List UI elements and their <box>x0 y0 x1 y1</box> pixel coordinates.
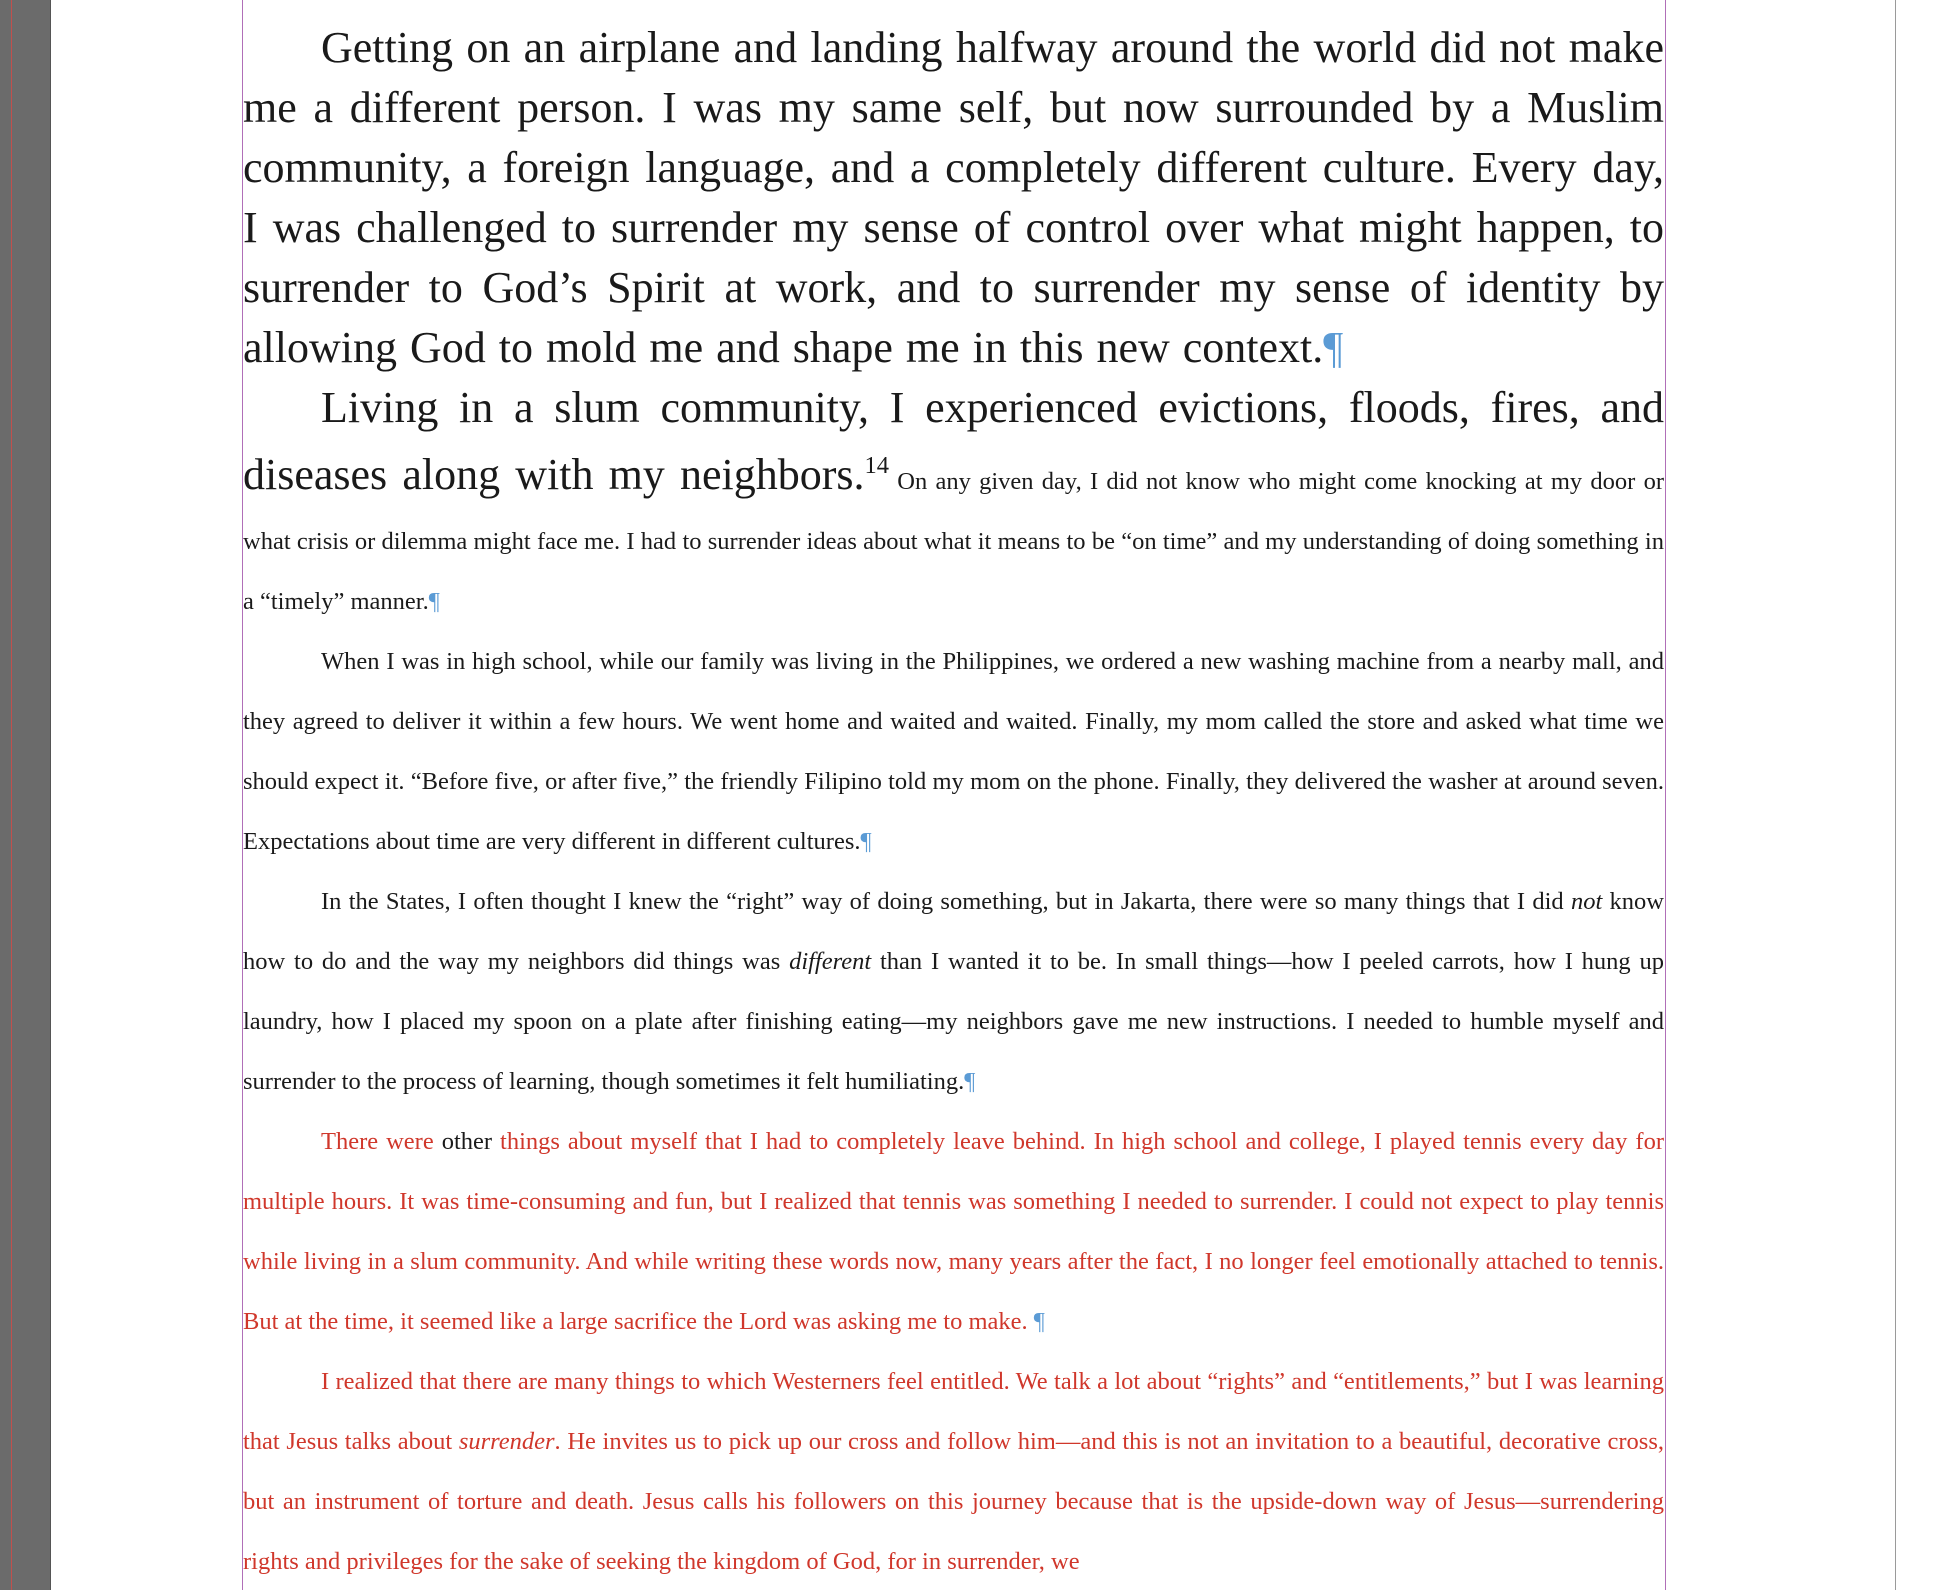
paragraph-6 <box>243 1352 1664 1592</box>
bleed-guide <box>11 0 12 1590</box>
paragraph-4-text-a: In the States, I often thought I knew the “right” way of doing something, but in Jakarta, there were so many things that I did <box>321 888 1571 915</box>
paragraph-4 <box>243 872 1664 1112</box>
paragraph-2 <box>243 378 1664 632</box>
paragraph-6-text-b: . He invites us to pick up our cross and follow him—and this is not an invitation to a beautiful, decorative cross, but an instrument of torture and death. Jesus calls his followers on this journey because that is the upside-down way of Jesus—surrendering rights and privileges for the sake of seeking the kingdom of God, for in surrender, we <box>243 1428 1664 1575</box>
paragraph-4-text-c: than I wanted it to be. In small things—how I peeled carrots, how I hung up laundry, how I placed my spoon on a plate after finishing eating—my neighbors gave me new instructions. I needed to humble myself and surrender to the process of learning, though sometimes it felt humiliating. <box>243 948 1664 1095</box>
paragraph-1 <box>243 18 1664 378</box>
right-margin-guide <box>1665 0 1666 1590</box>
paragraph-5 <box>243 1112 1664 1352</box>
pilcrow-mark: ¶ <box>428 588 440 615</box>
paragraph-5-text-a: There were <box>321 1128 442 1155</box>
pilcrow-mark: ¶ <box>1323 323 1344 372</box>
paragraph-3 <box>243 632 1664 872</box>
paragraph-1-text: Getting on an airplane and landing halfway around the world did not make me a different person. I was my same self, but now surrounded by a Muslim community, a foreign language, and a completely different culture. Every day, I was challenged to surrender my sense of control over what might happen, to surrender to God’s Spirit at work, and to surrender my sense of identity by allowing God to mold me and shape me in this new context. <box>243 23 1664 372</box>
paragraph-2-large-text: Living in a slum community, I experienced evictions, floods, fires, and diseases along with my neighbors. <box>243 383 1664 499</box>
pasteboard <box>0 0 50 1590</box>
text-frame[interactable] <box>243 18 1664 1592</box>
emphasis-not: not <box>1570 888 1603 915</box>
paragraph-5-word-other: other <box>441 1128 493 1155</box>
footnote-reference[interactable]: 14 <box>864 452 889 479</box>
emphasis-different: different <box>789 948 872 975</box>
emphasis-surrender: surrender <box>458 1428 555 1455</box>
paragraph-5-text-b: things about myself that I had to completely leave behind. In high school and college, I played tennis every day for multiple hours. It was time-consuming and fun, but I realized that tennis was something I needed to surrender. I could not expect to play tennis while living in a slum community. And while writing these words now, many years after the fact, I no longer feel emotionally attached to tennis. But at the time, it seemed like a large sacrifice the Lord was asking me to make. <box>243 1128 1664 1335</box>
paragraph-4-text-b: know how to do and the way my neighbors did things was <box>243 888 1664 975</box>
page-right-edge <box>1895 0 1896 1590</box>
pilcrow-mark: ¶ <box>964 1068 976 1095</box>
page-edge <box>50 0 51 1590</box>
paragraph-2-text: On any given day, I did not know who might come knocking at my door or what crisis or dilemma might face me. I had to surrender ideas about what it means to be “on time” and my understanding of doing something in a “timely” manner. <box>243 468 1664 615</box>
pilcrow-mark: ¶ <box>1033 1308 1045 1335</box>
paragraph-6-text-a: I realized that there are many things to which Westerners feel entitled. We talk a lot about “rights” and “entitlements,” but I was learning that Jesus talks about <box>243 1368 1664 1455</box>
paragraph-3-text: When I was in high school, while our family was living in the Philippines, we ordered a new washing machine from a nearby mall, and they agreed to deliver it within a few hours. We went home and waited and waited. Finally, my mom called the store and asked what time we should expect it. “Before five, or after five,” the friendly Filipino told my mom on the phone. Finally, they delivered the washer at around seven. Expectations about time are very different in different cultures. <box>243 648 1664 855</box>
pilcrow-mark: ¶ <box>860 828 872 855</box>
